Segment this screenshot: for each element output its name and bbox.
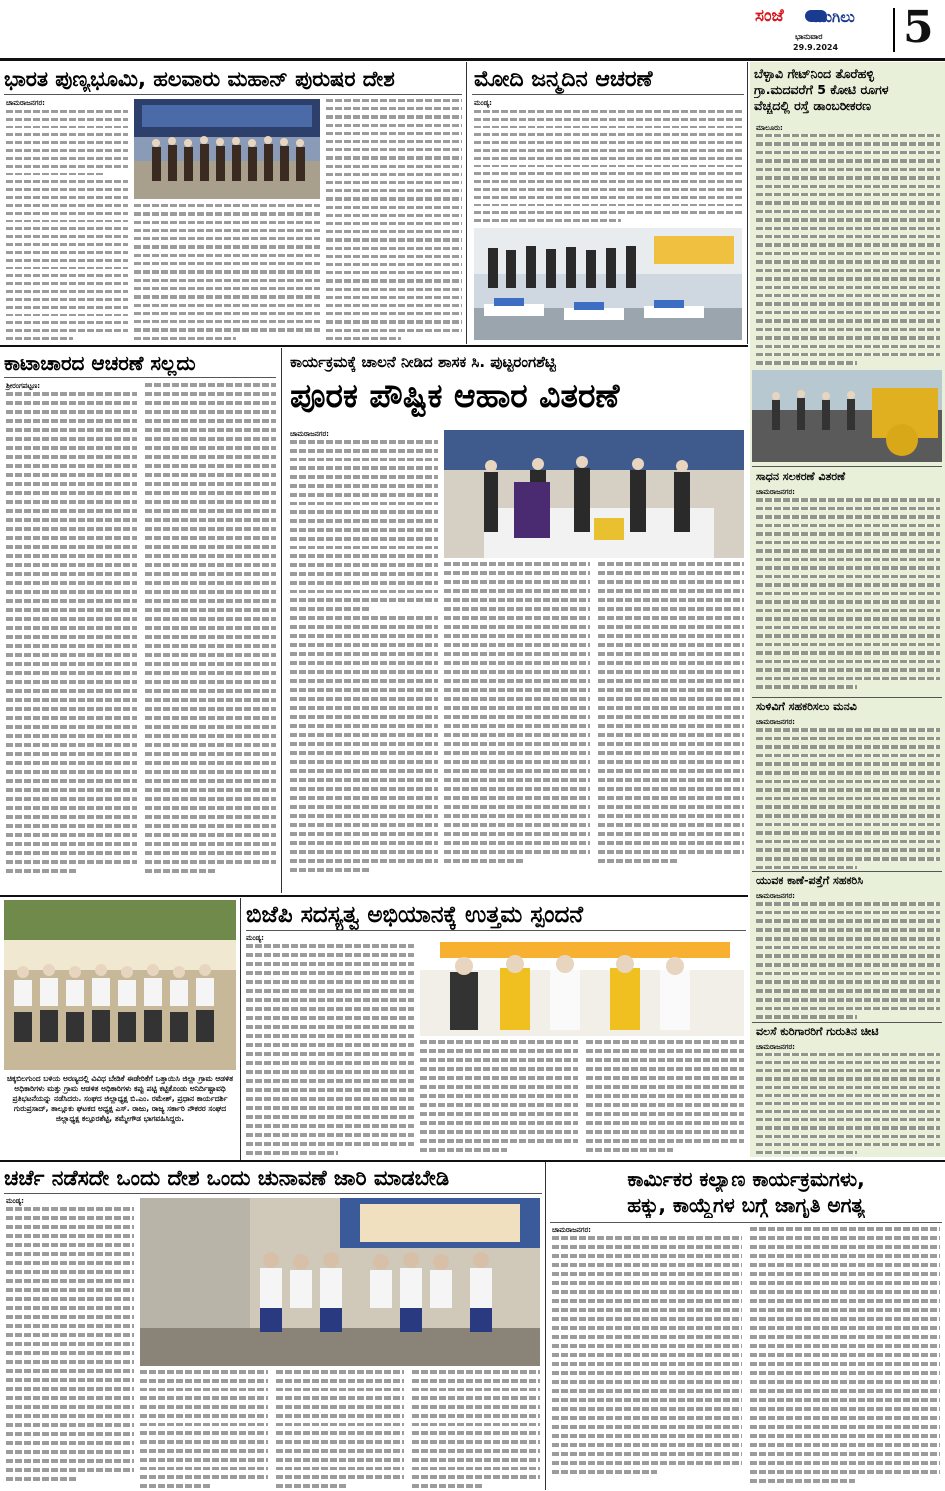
protest-photo-caption: ಚಿಕ್ಕಬಿಲಗುಂದ ಬಳಿಯ ಅರಣ್ಯದಲ್ಲಿ ವಿವಿಧ ಬೇಡಿಕೆ ಈಡೇರಿಕೆಗೆ ಒತ್ತಾಯಿಸಿ ಜಿಲ್ಲಾ ಗ್ರಾಮ ಆಡಳಿತ ಅಧಿಕಾರಿಗಳು ಮತ್ತು ಗ್ರಾಮ ಆಡಳಿತ ಅಧಿಕಾರಿಗಳು ಕಪ್ಪು ಪಟ್ಟಿ ಕಟ್ಟಿಕೊಂಡು ಅನಿರ್ದಿಷ್ಟಾವಧಿ ಪ್ರತಿಭಟನೆಯನ್ನು ನಡೆಸಿದರು. ಸಂಘದ ಜಿಲ್ಲಾಧ್ಯಕ್ಷ ಬಿ.ಎಂ. ರಮೇಶ್, ಪ್ರಧಾನ ಕಾರ್ಯದರ್ಶಿ ಗುರುಪ್ರಸಾದ್, ತಾಲ್ಲೂಕು ಘಟಕದ ಅಧ್ಯಕ್ಷ ಎಸ್. ರಾಜು, ರಾಜ್ಯ ಸರ್ಕಾರಿ ನೌಕರರ ಸಂಘದ ಜಿಲ್ಲಾಧ್ಯಕ್ಷ ಕಲ್ಪೂರಶೆಟ್ಟಿ, ತಮ್ಮೇಗೌಡ ಭಾಗವಹಿಸಿದ್ದರು. [6, 1074, 234, 1123]
article-5-headline: ಪೂರಕ ಪೌಷ್ಟಿಕ ಆಹಾರ ವಿತರಣೆ [290, 376, 620, 415]
page-number: 5 [903, 2, 934, 53]
article-8-body [756, 893, 940, 1019]
article-5-photo [444, 430, 744, 558]
masthead-rule [0, 58, 945, 61]
article-6-body [756, 489, 940, 689]
blood-donation-photo [474, 228, 742, 340]
article-3-headline-line1: ಬೆಳ್ಳಾವಿ ಗೇಟ್‌ನಿಂದ ತೊರೆಹಳ್ಳಿ [754, 66, 874, 81]
article-11-body-left [6, 1198, 134, 1488]
article-5-kicker: ಕಾರ್ಯಕ್ರಮಕ್ಕೆ ಚಾಲನೆ ನೀಡಿದ ಶಾಸಕ ಸಿ. ಪುಟ್ಟರಂಗಶೆಟ್ಟಿ [290, 353, 556, 371]
col-divider [281, 348, 282, 893]
masthead-date: 29.9.2024 [793, 43, 839, 52]
article-2-photo [474, 228, 742, 340]
article-9-body-left [246, 935, 414, 1157]
col-divider [466, 62, 467, 344]
article-3-headline-line2: ಗ್ರಾ.ಮದವರೆಗೆ 5 ಕೋಟಿ ರೂಗಳ [754, 82, 889, 97]
article-3-body [756, 125, 940, 365]
article-10-headline: ವಲಸೆ ಕುರಿಗಾರರಿಗೆ ಗುರುತಿನ ಚೀಟಿ [756, 1025, 879, 1038]
brand-name-left: ಸಂಜೆ [755, 6, 784, 26]
article-8-headline: ಯುವಕ ಕಾಣೆ-ಪತ್ತೆಗೆ ಸಹಕರಿಸಿ [756, 874, 864, 887]
ceremony-photo [134, 99, 320, 199]
article-11-body-bottom [140, 1370, 540, 1488]
article-1-body-mid [134, 204, 320, 340]
article-1-body-left [6, 100, 128, 340]
article-12-headline-line2: ಹಕ್ಕು, ಕಾಯ್ದೆಗಳ ಬಗ್ಗೆ ಜಾಗೃತಿ ಅಗತ್ಯ [627, 1193, 865, 1217]
article-5-dateline: ಚಾಮರಾಜನಗರ: [290, 430, 329, 438]
article-5-body-top [290, 431, 438, 611]
article-12-headline-line1: ಕಾರ್ಮಿಕರ ಕಲ್ಯಾಣ ಕಾರ್ಯಕ್ರಮಗಳು, [627, 1167, 865, 1191]
article-9-headline: ಬಿಜೆಪಿ ಸದಸ್ಯತ್ವ ಅಭಿಯಾನಕ್ಕೆ ಉತ್ತಮ ಸ್ಪಂದನೆ [246, 902, 584, 928]
col-divider [747, 62, 748, 344]
election-protest-photo [140, 1198, 540, 1366]
article-4-body [6, 383, 276, 893]
article-10-body [756, 1044, 940, 1154]
sidebar-rule [752, 697, 942, 698]
brand-logo [755, 6, 890, 34]
article-2-rule [472, 94, 744, 95]
article-11-rule [4, 1193, 542, 1194]
col-divider [545, 1162, 546, 1490]
article-9-dateline: ಮಂಡ್ಯ: [246, 934, 264, 942]
article-12-dateline: ಚಾಮರಾಜನಗರ: [552, 1226, 591, 1234]
sidebar-rule [752, 466, 942, 467]
article-12-headline [550, 1166, 942, 1218]
col-divider [240, 898, 241, 1160]
article-12-body [552, 1227, 940, 1489]
nutrition-distribution-photo [444, 430, 744, 558]
article-9-rule [246, 930, 746, 931]
article-6-headline: ಸಾಧನ ಸಲಕರಣೆ ವಿತರಣೆ [756, 470, 846, 483]
article-1-column [6, 100, 128, 340]
article-8-dateline: ಚಾಮರಾಜನಗರ: [756, 892, 795, 900]
masthead-divider [893, 8, 895, 52]
article-1-rule [4, 94, 462, 95]
article-4-rule [4, 377, 276, 378]
masthead [0, 0, 945, 58]
article-1-photo [134, 99, 320, 199]
article-3-headline [754, 66, 942, 114]
article-1-body-right [326, 99, 462, 340]
section-rule [0, 345, 748, 347]
article-5-body-bottom [444, 562, 744, 892]
article-7-dateline: ಚಾಮರಾಜನಗರ: [756, 718, 795, 726]
article-2-dateline: ಮಂಡ್ಯ: [474, 99, 492, 107]
sidebar-rule [752, 1022, 942, 1023]
article-3-dateline: ಮಾಲೂರು: [756, 124, 783, 132]
article-2-headline: ಮೋದಿ ಜನ್ಮದಿನ ಆಚರಣೆ [474, 67, 653, 92]
article-11-photo [140, 1198, 540, 1366]
article-11-dateline: ಮಂಡ್ಯ: [6, 1197, 24, 1205]
article-1-dateline: ಚಾಮರಾಜನಗರ: [6, 99, 45, 107]
article-7-body [756, 719, 940, 869]
article-7-headline: ಸುಳಿವಿಗೆ ಸಹಕರಿಸಲು ಮನವಿ [756, 700, 857, 713]
road-roller-photo [752, 370, 942, 462]
article-11-headline: ಚರ್ಚೆ ನಡೆಸದೇ ಒಂದು ದೇಶ ಒಂದು ಚುನಾವಣೆ ಜಾರಿ ಮಾಡಬೇಡಿ [4, 1166, 450, 1190]
article-3-photo [752, 370, 942, 462]
section-rule [0, 895, 748, 897]
brand-name-right: ಮುಗಿಲು [813, 8, 855, 26]
article-3-headline-line3: ವೆಚ್ಚದಲ್ಲಿ ರಸ್ತೆ ಡಾಂಬರೀಕರಣ [754, 98, 872, 113]
article-12-rule [550, 1222, 942, 1223]
article-4-headline: ಕಾಟಾಚಾರದ ಆಚರಣೆ ಸಲ್ಲದು [4, 351, 196, 375]
article-6-dateline: ಚಾಮರಾಜನಗರ: [756, 488, 795, 496]
article-9-photo [420, 934, 744, 1036]
bjp-meeting-photo [420, 934, 744, 1036]
article-1-headline: ಭಾರತ ಪುಣ್ಯಭೂಮಿ, ಹಲವಾರು ಮಹಾನ್ ಪುರುಷರ ದೇಶ [4, 67, 395, 91]
masthead-day: ಭಾನುವಾರ [795, 32, 823, 41]
article-4-dateline: ಶ್ರೀರಂಗಪಟ್ಟಣ: [6, 382, 41, 390]
article-9-body-right [420, 1040, 744, 1157]
article-2-body [474, 100, 742, 222]
sidebar-rule [752, 871, 942, 872]
protest-photo [4, 900, 236, 1070]
article-10-dateline: ಚಾಮರಾಜನಗರ: [756, 1043, 795, 1051]
article-5-body-left [290, 616, 438, 892]
section-rule [0, 1160, 945, 1162]
protest-photo-image [4, 900, 236, 1070]
